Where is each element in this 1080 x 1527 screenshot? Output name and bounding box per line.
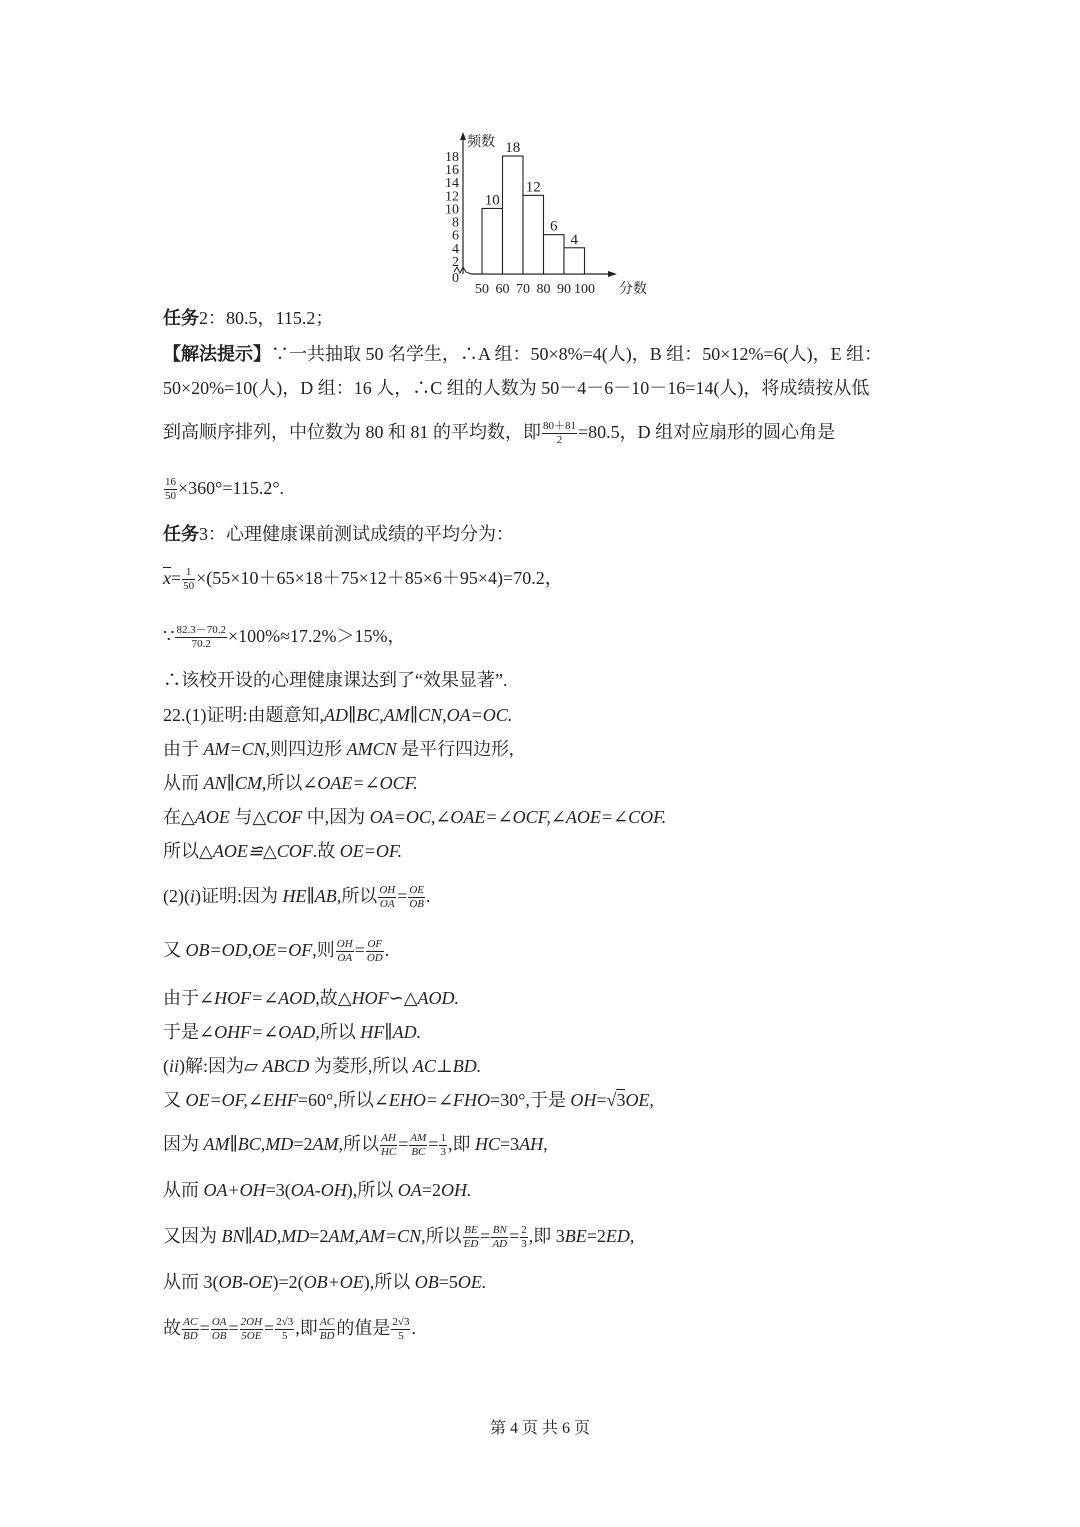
- y-tick-label: 2: [452, 254, 459, 270]
- page-footer: 第 4 页 共 6 页: [489, 1420, 591, 1437]
- q22-2i-line-1: (2)(i)证明:因为 HE∥AB,所以 $\frac{OH}{OA}$ = $\frac{OE}{OB}$ .: [163, 884, 431, 911]
- rate-formula: ∵ $\frac{82.3-70.2}{70.2}$ ×100%≈17.2%＞15%，: [163, 624, 406, 651]
- bar-value-label: 10: [484, 192, 500, 209]
- frequency-histogram: [436, 128, 656, 300]
- x-axis-label: 分数: [619, 282, 647, 297]
- histogram-bar: [523, 195, 544, 274]
- q22-2i-line-4: 于是∠OHF=∠OAD,所以 HF∥AD.: [163, 1022, 422, 1042]
- histogram-bar: [564, 248, 585, 274]
- page-total: 6: [562, 1420, 570, 1437]
- y-tick-label: 18: [445, 150, 459, 165]
- hint-line-2: 50×20%=10(人)，D 组：16 人，∴C 组的人数为 50－4－6－10－16=14(人)，将成绩按从低: [163, 378, 870, 398]
- y-axis-label: 频数: [467, 135, 495, 150]
- q22-line-2: 由于 AM=CN,则四边形 AMCN 是平行四边形,: [163, 739, 514, 759]
- task3-line: 任务3：心理健康课前测试成绩的平均分为：: [163, 524, 514, 544]
- x-tick-label: 60: [495, 282, 510, 297]
- hint-line-3: 到高顺序排列，中位数为 80 和 81 的平均数，即 $\frac{80+81}{2}$ =80.5，D 组对应扇形的圆心角是: [163, 420, 836, 447]
- y-axis-arrow: [460, 132, 466, 140]
- q22-2ii-line-6: 从而 3(OB-OE)=2(OB+OE),所以 OB=5OE.: [163, 1272, 487, 1292]
- q22-2ii-line-7: 故 $\frac{AC}{BD}$ = $\frac{OA}{OB}$ = $\frac{2OH}{5OE}$ = $\frac{2√3}{5}$ ,即 $\frac{AC}{BD}$ 的值是 $\frac{2√3}{5}$ .: [163, 1316, 416, 1343]
- q22-2ii-line-1: (ii)解:因为▱ ABCD 为菱形,所以 AC⊥BD.: [163, 1056, 482, 1076]
- histogram-bar: [482, 208, 503, 274]
- y-tick-label: 12: [445, 189, 459, 205]
- median-fraction: $\frac{80+81}{2}$: [543, 420, 576, 447]
- hint-label: 【解法提示】: [163, 344, 271, 364]
- bar-value-label: 18: [505, 140, 521, 156]
- bar-value-label: 12: [525, 179, 541, 196]
- hint-line-4: $\frac{16}{50}$ ×360°=115.2°.: [165, 476, 285, 503]
- x-tick-label: 70: [516, 282, 530, 297]
- x-tick-label: 80: [536, 282, 551, 297]
- y-tick-label: 4: [452, 241, 459, 257]
- q22-2i-line-2: 又 OB=OD,OE=OF,则 $\frac{OH}{OA}$ = $\frac{OF}{OD}$ .: [163, 938, 390, 965]
- mean-fraction: $\frac{1}{50}$: [183, 566, 195, 593]
- histogram-bar: [503, 156, 524, 274]
- conclusion: ∴该校开设的心理健康课达到了“效果显著”.: [163, 670, 508, 690]
- q22-line-3: 从而 AN∥CM,所以∠OAE=∠OCF.: [163, 773, 418, 793]
- y-tick-label: 8: [452, 215, 459, 231]
- page-number: 4: [509, 1420, 518, 1437]
- rate-fraction: $\frac{82.3-70.2}{70.2}$: [176, 624, 226, 651]
- task2-label: 任务: [163, 308, 199, 328]
- mean-formula: $\overline{x}=$ $\frac{1}{50}$ ×(55×10＋65×18＋75×12＋85×6＋95×4)=70.2，: [163, 566, 563, 593]
- y-tick-label: 16: [445, 163, 459, 179]
- task2-line: 任务2：80.5，115.2；: [163, 308, 334, 328]
- q22-line-4: 在△AOE 与△COF 中,因为 OA=OC,∠OAE=∠OCF,∠AOE=∠COF.: [163, 807, 667, 827]
- task3-label: 任务: [163, 524, 199, 544]
- bar-value-label: 6: [550, 218, 558, 235]
- x-tick-label: 100: [574, 282, 595, 297]
- q22-2ii-line-5: 又因为 BN∥AD,MD=2AM,AM=CN,所以 $\frac{BE}{ED}$ = $\frac{BN}{AD}$ = $\frac{2}{3}$ ,即 3BE=2ED,: [163, 1224, 635, 1251]
- q22-line-1: 22.(1)证明:由题意知,AD∥BC,AM∥CN,OA=OC.: [163, 705, 513, 725]
- q22-2i-line-3: 由于∠HOF=∠AOD,故△HOF∽△AOD.: [163, 988, 460, 1008]
- bar-value-label: 4: [570, 231, 578, 248]
- histogram-bar: [544, 235, 565, 274]
- hint-line-1: 【解法提示】∵一共抽取 50 名学生，∴A 组：50×8%=4(人)，B 组：50×12%=6(人)，E 组：: [163, 344, 883, 364]
- x-axis-arrow: [608, 271, 617, 277]
- q22-2ii-line-2: 又 OE=OF,∠EHF=60°,所以∠EHO=∠FHO=30°,于是 OH=√3OE,: [163, 1090, 654, 1110]
- y-tick-label: 10: [445, 202, 459, 218]
- q22-2ii-line-3: 因为 AM∥BC,MD=2AM,所以 $\frac{AH}{HC}$ = $\frac{AM}{BC}$ = $\frac{1}{3}$ ,即 HC=3AH,: [163, 1132, 548, 1159]
- q22-line-5: 所以△AOE≌△COF.故 OE=OF.: [163, 841, 403, 861]
- q22-2ii-line-4: 从而 OA+OH=3(OA-OH),所以 OA=2OH.: [163, 1180, 472, 1200]
- angle-fraction: $\frac{16}{50}$: [165, 476, 176, 503]
- y-tick-label: 14: [445, 176, 459, 192]
- x-tick-label: 90: [557, 282, 571, 297]
- y-tick-label: 6: [452, 228, 459, 244]
- x-tick-label: 50: [475, 282, 489, 297]
- y-tick-label: 0: [452, 271, 459, 286]
